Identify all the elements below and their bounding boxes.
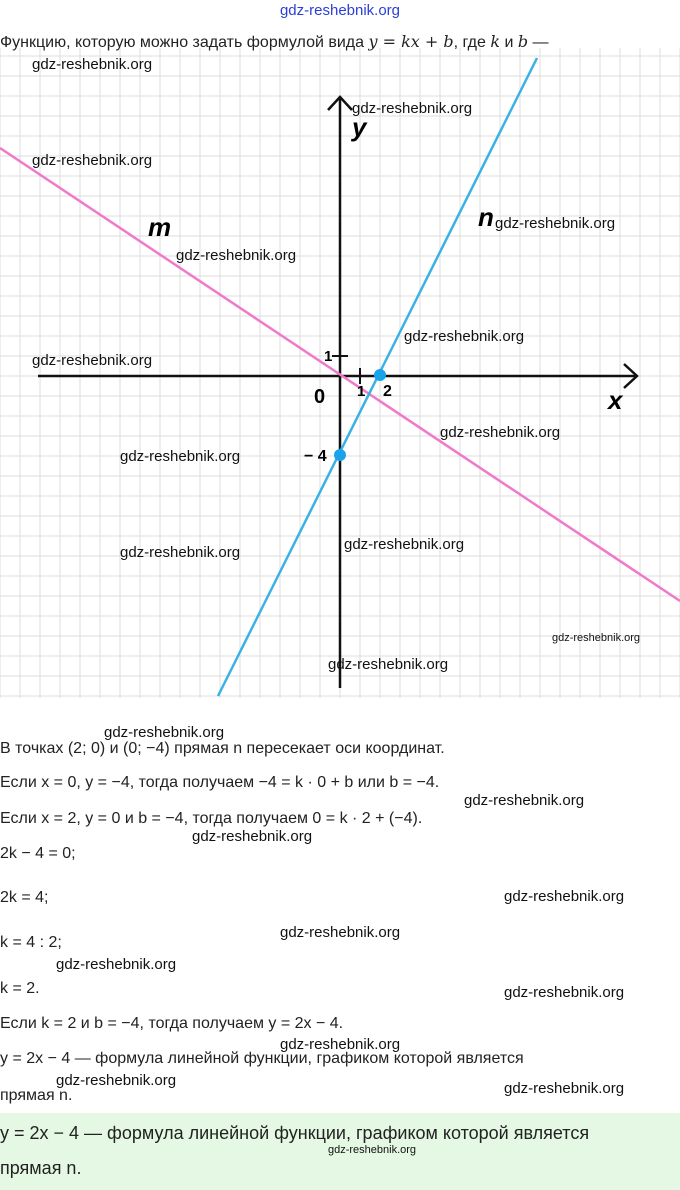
watermark: gdz-reshebnik.org bbox=[280, 924, 401, 941]
solution-line-10: прямая n. bbox=[0, 1087, 73, 1104]
tick-x-label: 1 bbox=[357, 383, 366, 400]
watermark: gdz-reshebnik.org bbox=[352, 100, 473, 117]
watermark: gdz-reshebnik.org bbox=[32, 352, 153, 369]
point-2-0 bbox=[374, 369, 386, 381]
watermark: gdz-reshebnik.org bbox=[404, 328, 525, 345]
watermark: gdz-reshebnik.org bbox=[552, 632, 641, 644]
watermark: gdz-reshebnik.org bbox=[280, 1036, 401, 1053]
intro-and: и bbox=[500, 34, 518, 51]
intro-text-before: Функцию, которую можно задать формулой вида bbox=[0, 34, 369, 51]
solution-line-2: Если x = 0, y = −4, тогда получаем −4 = k · 0 + b или b = −4. bbox=[0, 774, 440, 791]
line-m-label: m bbox=[148, 212, 172, 242]
watermark: gdz-reshebnik.org bbox=[176, 247, 297, 264]
x-axis-label: x bbox=[608, 385, 623, 415]
intro-text-mid: , где bbox=[453, 34, 491, 51]
point-x-label: 2 bbox=[383, 383, 392, 400]
solution-line-7: k = 2. bbox=[0, 980, 40, 997]
watermark: gdz-reshebnik.org bbox=[56, 956, 177, 973]
tick-y-label: 1 bbox=[324, 348, 333, 365]
solution-line-9: y = 2x − 4 — формула линейной функции, графиком которой является bbox=[0, 1050, 524, 1067]
watermark: gdz-reshebnik.org bbox=[440, 424, 561, 441]
intro-b: b bbox=[517, 32, 529, 51]
watermark: gdz-reshebnik.org bbox=[104, 724, 225, 741]
watermark: gdz-reshebnik.org bbox=[120, 544, 241, 561]
watermark: gdz-reshebnik.org bbox=[56, 1072, 177, 1089]
watermark: gdz-reshebnik.org bbox=[504, 1080, 625, 1097]
watermark: gdz-reshebnik.org bbox=[32, 152, 153, 169]
intro-formula: y = kx + b bbox=[368, 32, 454, 51]
point-0-neg4 bbox=[334, 449, 346, 461]
solution-line-3: Если x = 2, y = 0 и b = −4, тогда получаем 0 = k · 2 + (−4). bbox=[0, 810, 423, 827]
watermark: gdz-reshebnik.org bbox=[495, 215, 616, 232]
watermark: gdz-reshebnik.org bbox=[504, 888, 625, 905]
y-axis-label: y bbox=[352, 112, 367, 142]
intro-dash: — bbox=[528, 34, 549, 51]
watermark: gdz-reshebnik.org bbox=[504, 984, 625, 1001]
point-y-label: − 4 bbox=[304, 448, 327, 465]
answer-line-2: прямая n. bbox=[0, 1158, 82, 1178]
solution-line-1: В точках (2; 0) и (0; −4) прямая n пересекает оси координат. bbox=[0, 740, 445, 757]
watermark: gdz-reshebnik.org bbox=[464, 792, 585, 809]
line-n-label: n bbox=[478, 202, 494, 232]
origin-label: 0 bbox=[314, 386, 326, 408]
coordinate-graph bbox=[0, 48, 680, 698]
watermark: gdz-reshebnik.org bbox=[120, 448, 241, 465]
watermark: gdz-reshebnik.org bbox=[328, 1144, 417, 1156]
watermark: gdz-reshebnik.org bbox=[344, 536, 465, 553]
solution-line-8: Если k = 2 и b = −4, тогда получаем y = 2x − 4. bbox=[0, 1015, 344, 1032]
answer-line-1: y = 2x − 4 — формула линейной функции, графиком которой является bbox=[0, 1123, 590, 1143]
watermark: gdz-reshebnik.org bbox=[328, 656, 449, 673]
site-link[interactable]: gdz-reshebnik.org bbox=[279, 2, 401, 19]
solution-line-6: k = 4 : 2; bbox=[0, 934, 62, 951]
watermark: gdz-reshebnik.org bbox=[32, 56, 153, 73]
solution-line-4: 2k − 4 = 0; bbox=[0, 845, 76, 862]
intro-k: k bbox=[490, 32, 501, 51]
watermark: gdz-reshebnik.org bbox=[192, 828, 313, 845]
solution-line-5: 2k = 4; bbox=[0, 889, 49, 906]
